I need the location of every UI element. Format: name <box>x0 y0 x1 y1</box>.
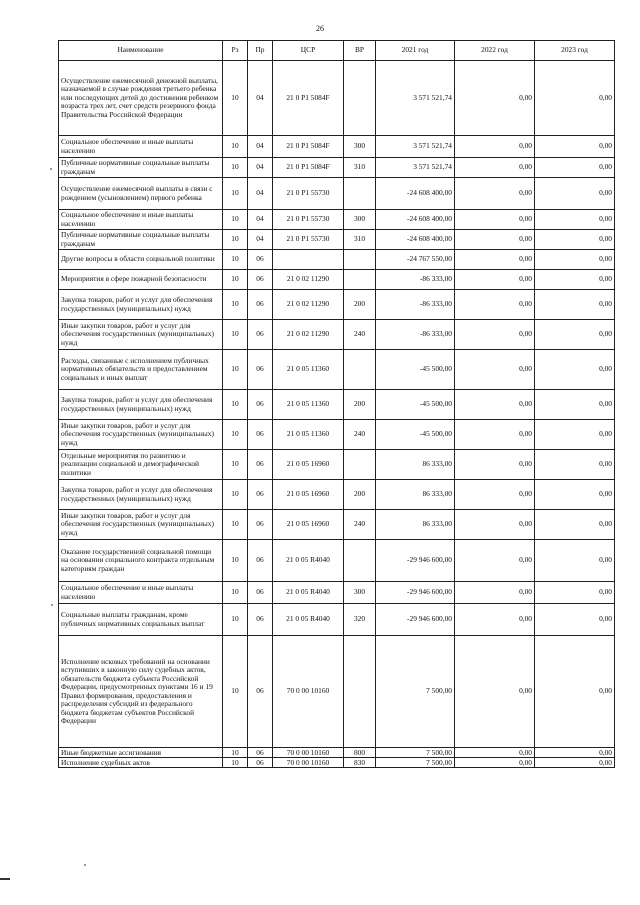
table-row <box>59 350 615 390</box>
cell-2022: 0,00 <box>455 420 535 450</box>
cell-target-article: 21 0 02 11290 <box>273 320 344 350</box>
cell-name: Мероприятия в сфере пожарной безопасности <box>59 270 223 290</box>
cell-expense-type <box>344 250 376 270</box>
cell-name: Закупка товаров, работ и услуг для обеспечения государственных (муниципальных) нужд <box>59 290 223 320</box>
cell-target-article: 21 0 05 11360 <box>273 390 344 420</box>
cell-expense-type: 320 <box>344 604 376 636</box>
cell-2023: 0,00 <box>535 390 615 420</box>
cell-expense-type: 300 <box>344 136 376 158</box>
table-row <box>59 510 615 540</box>
cell-2022: 0,00 <box>455 250 535 270</box>
cell-2021: -24 608 400,00 <box>376 210 455 230</box>
scan-speck <box>51 604 53 606</box>
cell-section: 10 <box>223 480 248 510</box>
cell-section: 10 <box>223 270 248 290</box>
cell-2022: 0,00 <box>455 480 535 510</box>
cell-section: 10 <box>223 540 248 582</box>
cell-2021: 7 500,00 <box>376 758 455 768</box>
cell-name: Осуществление ежемесячной выплаты в связи с рождением (усыновлением) первого ребенка <box>59 178 223 210</box>
cell-2022: 0,00 <box>455 350 535 390</box>
cell-2021: -86 333,00 <box>376 290 455 320</box>
cell-section: 10 <box>223 350 248 390</box>
cell-section: 10 <box>223 390 248 420</box>
cell-expense-type <box>344 61 376 136</box>
cell-2022: 0,00 <box>455 604 535 636</box>
cell-2021: -86 333,00 <box>376 320 455 350</box>
cell-subsection: 06 <box>248 480 273 510</box>
cell-2023: 0,00 <box>535 136 615 158</box>
cell-name: Исполнение исковых требований на основании вступивших в законную силу судебных актов, обязательств бюджета субъекта Российской Федерации, предусмотренных пунктами 16 и 19 Правил формирования, предоставления и распределения субсидий из федерального бюджета бюджетам субъектов Российской Федерации <box>59 636 223 748</box>
header-expense-type: ВР <box>344 41 376 61</box>
cell-subsection: 06 <box>248 748 273 758</box>
cell-2023: 0,00 <box>535 540 615 582</box>
table-row <box>59 320 615 350</box>
cell-expense-type: 200 <box>344 290 376 320</box>
cell-2023: 0,00 <box>535 510 615 540</box>
table-row <box>59 270 615 290</box>
cell-2022: 0,00 <box>455 390 535 420</box>
cell-2023: 0,00 <box>535 178 615 210</box>
cell-target-article: 21 0 05 R4040 <box>273 540 344 582</box>
cell-2023: 0,00 <box>535 748 615 758</box>
cell-2021: -24 608 400,00 <box>376 230 455 250</box>
table-row <box>59 636 615 748</box>
cell-expense-type: 200 <box>344 480 376 510</box>
cell-2021: -45 500,00 <box>376 420 455 450</box>
table-row <box>59 61 615 136</box>
cell-name: Иные бюджетные ассигнования <box>59 748 223 758</box>
cell-2021: -29 946 600,00 <box>376 582 455 604</box>
cell-section: 10 <box>223 230 248 250</box>
cell-subsection: 06 <box>248 350 273 390</box>
cell-name: Исполнение судебных актов <box>59 758 223 768</box>
header-subsection: Пр <box>248 41 273 61</box>
cell-name: Иные закупки товаров, работ и услуг для обеспечения государственных (муниципальных) нужд <box>59 510 223 540</box>
cell-section: 10 <box>223 158 248 178</box>
cell-expense-type <box>344 178 376 210</box>
cell-2023: 0,00 <box>535 582 615 604</box>
cell-2023: 0,00 <box>535 230 615 250</box>
cell-name: Иные закупки товаров, работ и услуг для обеспечения государственных (муниципальных) нужд <box>59 320 223 350</box>
cell-2021: -45 500,00 <box>376 390 455 420</box>
page-number: 26 <box>316 24 324 33</box>
cell-2021: -24 767 550,00 <box>376 250 455 270</box>
cell-section: 10 <box>223 290 248 320</box>
cell-name: Закупка товаров, работ и услуг для обеспечения государственных (муниципальных) нужд <box>59 390 223 420</box>
cell-2022: 0,00 <box>455 290 535 320</box>
cell-2023: 0,00 <box>535 636 615 748</box>
margin-mark <box>0 878 10 880</box>
cell-name: Социальное обеспечение и иные выплаты населению <box>59 210 223 230</box>
table-row <box>59 390 615 420</box>
cell-name: Отдельные мероприятия по развитию и реализации социальной и демографической политики <box>59 450 223 480</box>
cell-section: 10 <box>223 636 248 748</box>
cell-2022: 0,00 <box>455 230 535 250</box>
cell-name: Другие вопросы в области социальной политики <box>59 250 223 270</box>
cell-subsection: 06 <box>248 250 273 270</box>
cell-expense-type: 310 <box>344 230 376 250</box>
cell-2023: 0,00 <box>535 604 615 636</box>
cell-2021: 7 500,00 <box>376 748 455 758</box>
cell-2021: 7 500,00 <box>376 636 455 748</box>
cell-target-article: 21 0 05 11360 <box>273 420 344 450</box>
cell-target-article: 21 0 05 16960 <box>273 510 344 540</box>
cell-section: 10 <box>223 136 248 158</box>
cell-subsection: 06 <box>248 320 273 350</box>
cell-2022: 0,00 <box>455 158 535 178</box>
cell-2023: 0,00 <box>535 420 615 450</box>
table-row <box>59 540 615 582</box>
cell-2023: 0,00 <box>535 250 615 270</box>
cell-expense-type: 830 <box>344 758 376 768</box>
cell-subsection: 06 <box>248 290 273 320</box>
cell-section: 10 <box>223 582 248 604</box>
cell-2022: 0,00 <box>455 210 535 230</box>
cell-expense-type <box>344 636 376 748</box>
cell-subsection: 06 <box>248 758 273 768</box>
cell-name: Оказание государственной социальной помощи на основании социального контракта отдельным категориям граждан <box>59 540 223 582</box>
header-year-2022: 2022 год <box>455 41 535 61</box>
cell-2022: 0,00 <box>455 178 535 210</box>
cell-section: 10 <box>223 250 248 270</box>
cell-subsection: 06 <box>248 420 273 450</box>
cell-section: 10 <box>223 510 248 540</box>
cell-2022: 0,00 <box>455 510 535 540</box>
cell-name: Осуществление ежемесячной денежной выплаты, назначаемой в случае рождения третьего ребенка или последующих детей до достижения ребенком возраста трех лет, счет средств резервного фонда Правительства Российской Федерации <box>59 61 223 136</box>
cell-expense-type <box>344 270 376 290</box>
cell-target-article: 70 0 00 10160 <box>273 758 344 768</box>
header-section: Рз <box>223 41 248 61</box>
table-row <box>59 582 615 604</box>
cell-subsection: 06 <box>248 604 273 636</box>
scan-speck <box>84 864 86 866</box>
cell-2022: 0,00 <box>455 758 535 768</box>
cell-target-article: 70 0 00 10160 <box>273 636 344 748</box>
cell-name: Публичные нормативные социальные выплаты гражданам <box>59 230 223 250</box>
cell-target-article: 21 0 P1 55730 <box>273 178 344 210</box>
header-target-article: ЦСР <box>273 41 344 61</box>
cell-2023: 0,00 <box>535 61 615 136</box>
table-row <box>59 604 615 636</box>
table-header <box>59 41 615 61</box>
cell-2023: 0,00 <box>535 758 615 768</box>
cell-target-article: 21 0 02 11290 <box>273 270 344 290</box>
cell-2021: 3 571 521,74 <box>376 61 455 136</box>
cell-2022: 0,00 <box>455 136 535 158</box>
cell-section: 10 <box>223 450 248 480</box>
cell-2021: 86 333,00 <box>376 480 455 510</box>
cell-section: 10 <box>223 210 248 230</box>
cell-target-article: 21 0 05 R4040 <box>273 604 344 636</box>
cell-section: 10 <box>223 178 248 210</box>
cell-name: Социальное обеспечение и иные выплаты населению <box>59 136 223 158</box>
cell-expense-type: 800 <box>344 748 376 758</box>
cell-target-article: 21 0 05 16960 <box>273 450 344 480</box>
cell-section: 10 <box>223 604 248 636</box>
cell-section: 10 <box>223 61 248 136</box>
cell-expense-type: 240 <box>344 320 376 350</box>
cell-subsection: 06 <box>248 540 273 582</box>
cell-expense-type: 240 <box>344 510 376 540</box>
cell-2021: 86 333,00 <box>376 510 455 540</box>
cell-target-article: 21 0 P1 5084F <box>273 158 344 178</box>
table-row <box>59 178 615 210</box>
cell-subsection: 04 <box>248 136 273 158</box>
cell-subsection: 04 <box>248 158 273 178</box>
cell-subsection: 06 <box>248 270 273 290</box>
table-row <box>59 420 615 450</box>
cell-expense-type <box>344 540 376 582</box>
cell-section: 10 <box>223 748 248 758</box>
cell-2023: 0,00 <box>535 290 615 320</box>
cell-expense-type: 300 <box>344 210 376 230</box>
cell-2021: -45 500,00 <box>376 350 455 390</box>
cell-2021: 3 571 521,74 <box>376 158 455 178</box>
table-row <box>59 480 615 510</box>
cell-name: Социальное обеспечение и иные выплаты населению <box>59 582 223 604</box>
cell-target-article: 21 0 P1 5084F <box>273 61 344 136</box>
cell-target-article: 21 0 05 11360 <box>273 350 344 390</box>
table-row <box>59 748 615 758</box>
cell-expense-type: 310 <box>344 158 376 178</box>
table-row <box>59 210 615 230</box>
cell-2022: 0,00 <box>455 61 535 136</box>
cell-2021: 86 333,00 <box>376 450 455 480</box>
table-row <box>59 290 615 320</box>
cell-2022: 0,00 <box>455 582 535 604</box>
budget-table <box>58 40 615 768</box>
cell-subsection: 04 <box>248 210 273 230</box>
cell-section: 10 <box>223 758 248 768</box>
cell-name: Закупка товаров, работ и услуг для обеспечения государственных (муниципальных) нужд <box>59 480 223 510</box>
cell-target-article: 70 0 00 10160 <box>273 748 344 758</box>
cell-2022: 0,00 <box>455 748 535 758</box>
cell-name: Иные закупки товаров, работ и услуг для обеспечения государственных (муниципальных) нужд <box>59 420 223 450</box>
cell-2023: 0,00 <box>535 210 615 230</box>
table-row <box>59 158 615 178</box>
cell-subsection: 04 <box>248 178 273 210</box>
cell-subsection: 06 <box>248 390 273 420</box>
cell-subsection: 06 <box>248 510 273 540</box>
cell-subsection: 04 <box>248 230 273 250</box>
cell-2021: 3 571 521,74 <box>376 136 455 158</box>
table-body <box>59 61 615 768</box>
cell-2022: 0,00 <box>455 540 535 582</box>
cell-target-article: 21 0 P1 55730 <box>273 210 344 230</box>
cell-target-article <box>273 250 344 270</box>
cell-expense-type: 300 <box>344 582 376 604</box>
cell-name: Социальные выплаты гражданам, кроме публичных нормативных социальных выплат <box>59 604 223 636</box>
cell-target-article: 21 0 02 11290 <box>273 290 344 320</box>
cell-2022: 0,00 <box>455 270 535 290</box>
cell-expense-type <box>344 350 376 390</box>
cell-2023: 0,00 <box>535 320 615 350</box>
scan-speck <box>50 168 52 170</box>
cell-2023: 0,00 <box>535 480 615 510</box>
cell-2021: -29 946 600,00 <box>376 604 455 636</box>
cell-2022: 0,00 <box>455 320 535 350</box>
cell-target-article: 21 0 P1 55730 <box>273 230 344 250</box>
cell-expense-type: 240 <box>344 420 376 450</box>
cell-2023: 0,00 <box>535 270 615 290</box>
cell-target-article: 21 0 05 R4040 <box>273 582 344 604</box>
cell-2021: -86 333,00 <box>376 270 455 290</box>
cell-2021: -24 608 400,00 <box>376 178 455 210</box>
table-row <box>59 450 615 480</box>
cell-2022: 0,00 <box>455 450 535 480</box>
cell-section: 10 <box>223 420 248 450</box>
header-name: Наименование <box>59 41 223 61</box>
header-year-2023: 2023 год <box>535 41 615 61</box>
cell-subsection: 06 <box>248 450 273 480</box>
cell-section: 10 <box>223 320 248 350</box>
cell-2023: 0,00 <box>535 450 615 480</box>
cell-2021: -29 946 600,00 <box>376 540 455 582</box>
cell-2022: 0,00 <box>455 636 535 748</box>
table-row <box>59 250 615 270</box>
table-row <box>59 758 615 768</box>
cell-2023: 0,00 <box>535 350 615 390</box>
header-row <box>59 41 615 61</box>
cell-target-article: 21 0 05 16960 <box>273 480 344 510</box>
cell-subsection: 06 <box>248 582 273 604</box>
header-year-2021: 2021 год <box>376 41 455 61</box>
cell-name: Публичные нормативные социальные выплаты гражданам <box>59 158 223 178</box>
cell-expense-type <box>344 450 376 480</box>
cell-target-article: 21 0 P1 5084F <box>273 136 344 158</box>
table-row <box>59 136 615 158</box>
cell-2023: 0,00 <box>535 158 615 178</box>
cell-expense-type: 200 <box>344 390 376 420</box>
table-row <box>59 230 615 250</box>
cell-subsection: 04 <box>248 61 273 136</box>
cell-name: Расходы, связанные с исполнением публичных нормативных обязательств и предоставлением социальных и иных выплат <box>59 350 223 390</box>
cell-subsection: 06 <box>248 636 273 748</box>
